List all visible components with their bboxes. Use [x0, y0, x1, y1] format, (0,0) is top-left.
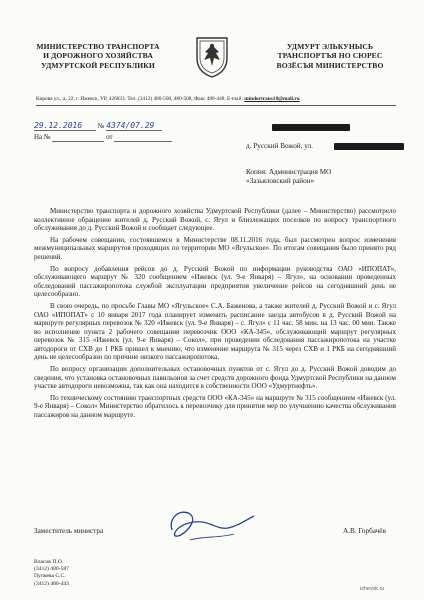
redacted-recipient-name — [272, 124, 350, 131]
executor-contacts — [34, 559, 69, 588]
redacted-recipient-street — [334, 143, 404, 150]
email-link[interactable]: mindortrans18@mail.ru — [244, 96, 300, 102]
body-paragraph: Министерство транспорта и дорожного хозяйства Удмуртской Республики (далее – Министерство) рассмотрело коллективное обращение жителей д. Русский Вожой, с. Ягул и близлежащих поселков по вопросу транспортного обслуживания до д. Русский Вожой и сообщает следующее. — [34, 207, 396, 233]
recipient-address — [246, 142, 313, 151]
copy-recipient — [246, 168, 331, 186]
body-paragraph: В свою очередь, по просьбе Главы МО «Ягульское» С.А. Баженова, а также жителей д. Русский Вожой и с. Ягул ОАО «ИПОПАТ» с 10 января 2017 года планирует изменить расписание заезда автобусов в д. Русский Вожой на маршруте регулярных перевозок № 320 «Ижевск (ул. 9-е Января) – с. Ягул» с 11 час. 58 мин. на 13 час. 00 мин. Также во исполнение пункта 2 рабочего совещания перевозчик ООО «КА-345», обслуживающий маршрут регулярных перевозок № 315 «Ижевск (ул. 9-е Января) – Сокол», при проведении обследования пассажиропотока на участке автодороги от СХВ до 1 РКБ пришел к мнению, что изменение маршрута № 315 через СХВ и 1 РКБ на сегодняшний день не целесообразно по причине низкого пассажиропотока. — [34, 302, 396, 362]
header-line: УДМУРТ ЭЛЬКУНЫСЬ — [286, 42, 374, 51]
contact-line: Пупкева С.С. — [34, 573, 66, 580]
signatory-title: Заместитель министра — [34, 527, 104, 535]
header-line: И ДОРОЖНОГО ХОЗЯЙСТВА — [43, 51, 153, 61]
coat-of-arms-icon — [194, 36, 230, 78]
incoming-ref-line — [34, 133, 172, 142]
header-divider — [36, 105, 396, 106]
incoming-from-blank — [114, 141, 172, 142]
address-text: Кирова ул., д. 22, г. Ижевск, УР, 426033. Тел. (3412) 480-500, 480-508, Факс 480-448. E-mail: — [36, 96, 245, 102]
ministry-address — [36, 96, 416, 103]
source-watermark: izhevsk.ru — [360, 586, 385, 592]
body-paragraph: По вопросу организации дополнительных остановочных пунктов от с. Ягул до д. Русский Вожой доводим до сведения, что установка остановочных павильонов за счет средств дорожного фонда Удмуртской Республики на данном участке автодороги невозможна, так как она находится в собственности ООО «Удмуртнефть». — [34, 365, 396, 391]
incoming-no-label: На № — [34, 133, 51, 141]
header-line: МИНИСТЕРСТВО ТРАНСПОРТА — [36, 42, 160, 51]
ministry-header-russian — [14, 42, 182, 70]
header-line: ТРАНСПОРТЪЯ НО СЮРЕС — [277, 51, 383, 61]
incoming-from-label: от — [106, 133, 113, 141]
contact-line: (3412) 480-587 — [34, 566, 69, 573]
incoming-no-blank — [52, 141, 104, 142]
body-paragraph: По вопросу добавления рейсов до д. Русский Вожой по информации руководства ОАО «ИПОПАТ», обслуживающего маршрут № 320 сообщением «Ижевск (ул. 9-е Января) – Ягул», на основании проведенных обследований пассажиропотока службой эксплуатации предприятия увеличение рейсов на сегодняшний день не целесообразно. — [34, 264, 396, 299]
copy-line: «Зазьяловский район» — [246, 177, 315, 186]
header-line: УДМУРТСКОЙ РЕСПУБЛИКИ — [41, 60, 155, 70]
handwritten-signature-icon — [150, 500, 260, 548]
header-line: ВОЗЁСЪЯ МИНИСТЕРСТВО — [276, 60, 384, 70]
ministry-header-udmurt — [246, 42, 414, 70]
recipient-address-text: д. Русский Вожой, ул. — [246, 142, 313, 150]
contact-line: (3412) 480-443 — [34, 580, 69, 587]
body-paragraph: По техническому состоянию транспортных средств ООО «КА-345» на маршруте № 315 сообщением «Ижевск (ул. 9-е Января) – Сокол» Министерство обратилось к перевозчику для принятия мер по улучшению качества обслуживания пассажиров на данном маршруте. — [34, 393, 396, 419]
letter-body — [34, 207, 396, 423]
outgoing-ref-line — [34, 121, 162, 131]
ref-date: 29.12.2016 — [34, 121, 96, 131]
signatory-name: А.В. Горбачёв — [343, 527, 386, 535]
copy-line: Копия: Администрация МО — [246, 168, 332, 176]
contact-line: Власов П.О. — [34, 559, 64, 565]
ref-number: 4374/07.29 — [106, 121, 162, 131]
body-paragraph: На рабочем совещании, состоявшемся в Министерстве 08.11.2016 года, был рассмотрен вопрос изменения межмуниципальных маршрутов проходящих по территории МО «Ягульское». По итогам совещания было принято ряд решений. — [34, 235, 396, 261]
ref-number-sign: № — [97, 122, 105, 130]
